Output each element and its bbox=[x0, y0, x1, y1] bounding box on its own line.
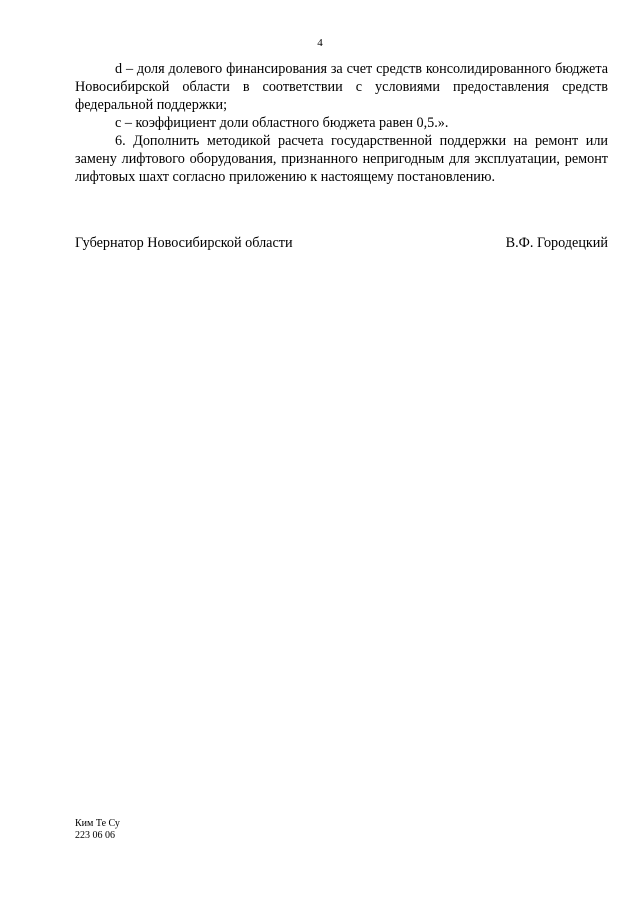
signature-block bbox=[75, 234, 608, 252]
paragraph-c-definition: с – коэффициент доли областного бюджета равен 0,5.». bbox=[115, 115, 449, 131]
paragraph-d-definition: d – доля долевого финансирования за счет средств консолидированного бюджета Новосибирской области в соответствии с условиями предоставления средств федеральной поддержки; bbox=[75, 61, 608, 113]
executor-name: Ким Те Су bbox=[75, 818, 120, 829]
signatory-name: В.Ф. Городецкий bbox=[505, 235, 608, 251]
executor-phone: 223 06 06 bbox=[75, 830, 115, 841]
executor-footer bbox=[75, 818, 120, 842]
signatory-position: Губернатор Новосибирской области bbox=[75, 235, 293, 251]
paragraph-item-6: 6. Дополнить методикой расчета государственной поддержки на ремонт или замену лифтового оборудования, признанного непригодным для эксплуатации, ремонт лифтовых шахт согласно приложению к настоящему постановлению. bbox=[75, 133, 608, 185]
document-body bbox=[75, 60, 608, 186]
page-number: 4 bbox=[317, 37, 323, 49]
